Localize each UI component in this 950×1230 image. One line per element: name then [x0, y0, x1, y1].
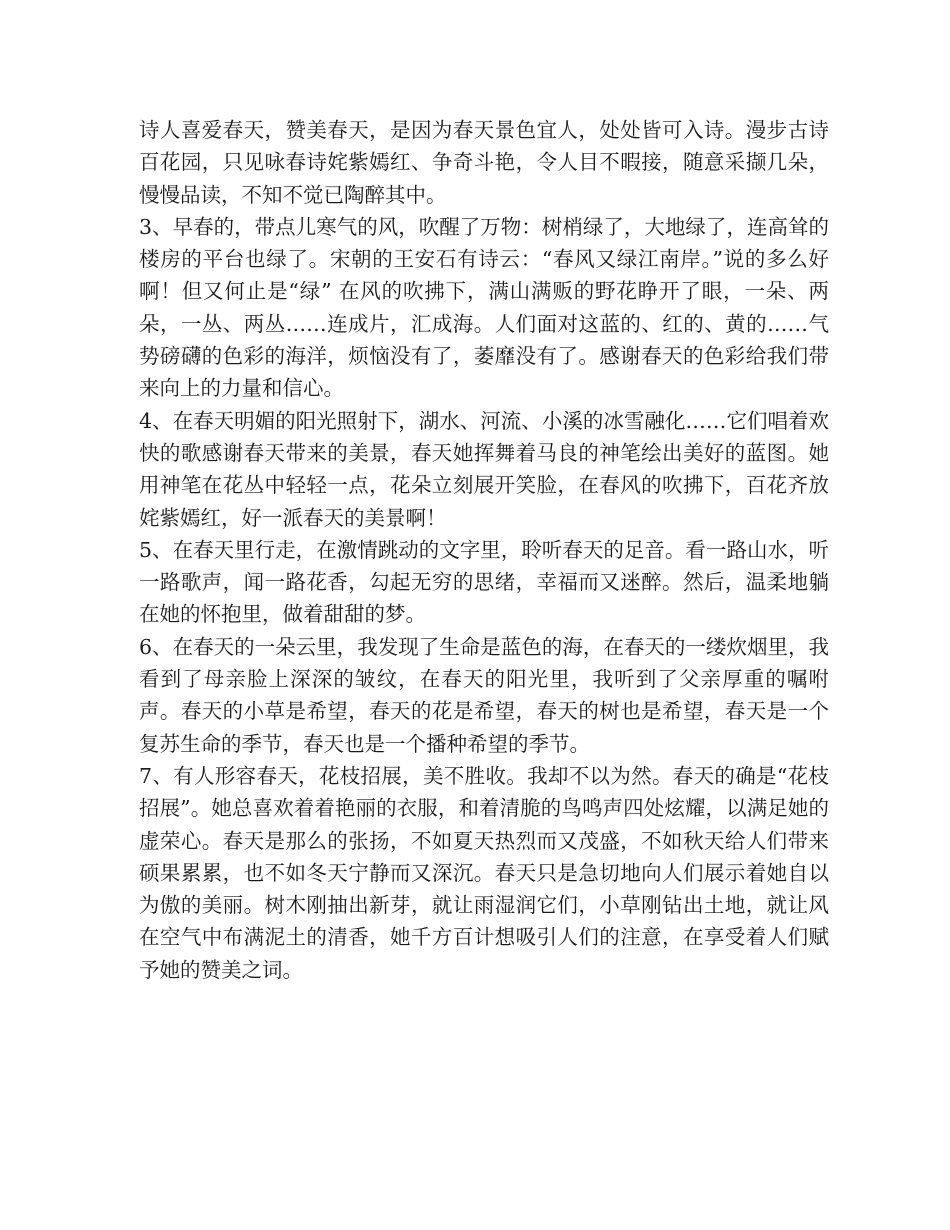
- paragraph-6: 6、在春天的一朵云里，我发现了生命是蓝色的海，在春天的一缕炊烟里，我看到了母亲脸上深深的皱纹，在春天的阳光里，我听到了父亲厚重的嘱咐声。春天的小草是希望，春天的花是希望，春天的树也是希望，春天是一个复苏生命的季节，春天也是一个播种希望的季节。: [139, 634, 829, 756]
- paragraph-intro: 诗人喜爱春天，赞美春天，是因为春天景色宜人，处处皆可入诗。漫步古诗百花园，只见咏春诗姹紫嫣红、争奇斗艳，令人目不暇接，随意采撷几朵，慢慢品读，不知不觉已陶醉其中。: [139, 118, 829, 207]
- paragraph-7: 7、有人形容春天，花枝招展，美不胜收。我却不以为然。春天的确是“花枝招展”。她总喜欢着着艳丽的衣服，和着清脆的鸟鸣声四处炫耀，以满足她的虚荣心。春天是那么的张扬，不如夏天热烈而又茂盛，不如秋天给人们带来硕果累累，也不如冬天宁静而又深沉。春天只是急切地向人们展示着她自以为傲的美丽。树木刚抽出新芽，就让雨湿润它们，小草刚钻出土地，就让风在空气中布满泥土的清香，她千方百计想吸引人们的注意，在享受着人们赋予她的赞美之词。: [139, 763, 829, 982]
- paragraph-4: 4、在春天明媚的阳光照射下，湖水、河流、小溪的冰雪融化……它们唱着欢快的歌感谢春天带来的美景，春天她挥舞着马良的神笔绘出美好的蓝图。她用神笔在花丛中轻轻一点，花朵立刻展开笑脸，在春风的吹拂下，百花齐放姹紫嫣红，好一派春天的美景啊！: [139, 408, 829, 530]
- document-body: [139, 114, 829, 986]
- paragraph-5: 5、在春天里行走，在激情跳动的文字里，聆听春天的足音。看一路山水，听一路歌声，闻一路花香，勾起无穷的思绪，幸福而又迷醉。然后，温柔地躺在她的怀抱里，做着甜甜的梦。: [139, 537, 829, 627]
- paragraph-3: 3、早春的，带点儿寒气的风，吹醒了万物：树梢绿了，大地绿了，连高耸的楼房的平台也绿了。宋朝的王安石有诗云：“春风又绿江南岸。”说的多么好啊！但又何止是“绿” 在风的吹拂下，满山满贩的野花睁开了眼，一朵、两朵，一丛、两丛……连成片，汇成海。人们面对这蓝的、红的、黄的……气势磅礴的色彩的海洋，烦恼没有了，萎靡没有了。感谢春天的色彩给我们带来向上的力量和信心。: [139, 214, 829, 401]
